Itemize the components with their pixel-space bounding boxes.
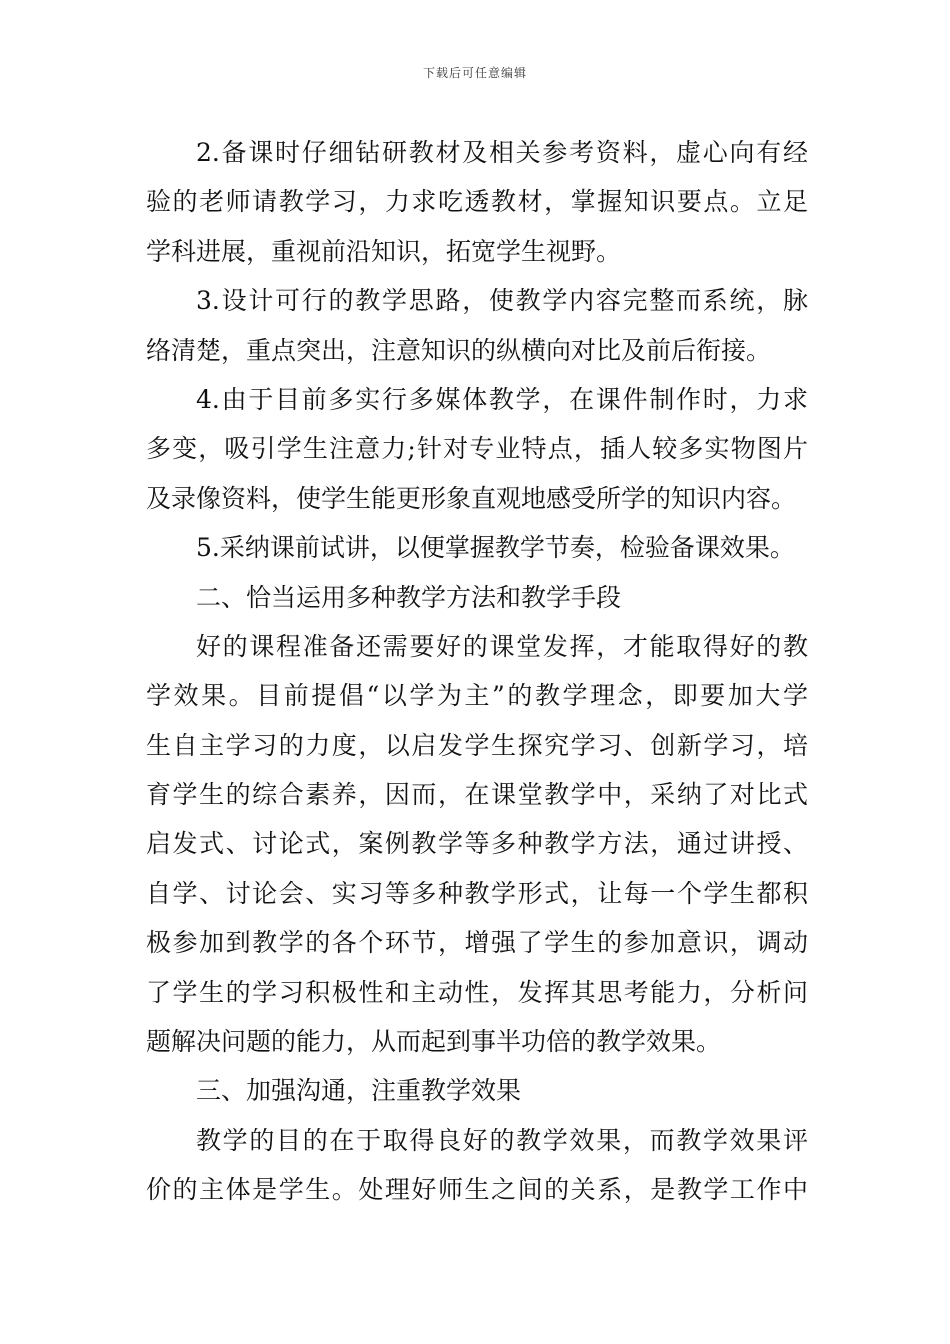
text-line: 络清楚，重点突出，注意知识的纵横向对比及前后衔接。 — [146, 335, 772, 365]
section-heading — [146, 573, 808, 622]
paragraph — [146, 523, 808, 572]
section-heading — [146, 1066, 808, 1115]
text-line: 学科进展，重视前沿知识，拓宽学生视野。 — [146, 236, 622, 266]
text-line: 验的老师请教学习，力求吃透教材，掌握知识要点。立足 — [146, 187, 808, 217]
text-line: 极参加到教学的各个环节，增强了学生的参加意识，调动 — [146, 928, 808, 958]
text-line: 自学、讨论会、实习等多种教学形式，让每一个学生都积 — [146, 878, 808, 908]
paragraph — [146, 1116, 808, 1215]
text-line: 价的主体是学生。处理好师生之间的关系，是教学工作中 — [146, 1175, 808, 1205]
paragraph — [146, 622, 808, 1067]
text-line: 多变，吸引学生注意力;针对专业特点，插人较多实物图片 — [146, 434, 808, 464]
text-line: 育学生的综合素养，因而，在课堂教学中，采纳了对比式 — [146, 780, 808, 810]
text-line: 生自主学习的力度，以启发学生探究学习、创新学习，培 — [146, 730, 808, 760]
paragraph — [146, 375, 808, 523]
document-body — [146, 128, 808, 1215]
text-line: 2.备课时仔细钻研教材及相关参考资料，虚心向有经 — [196, 138, 808, 167]
text-line: 了学生的学习积极性和主动性，发挥其思考能力，分析问 — [146, 977, 808, 1007]
text-line: 二、恰当运用多种教学方法和教学手段 — [196, 582, 622, 612]
page-header: 下载后可任意编辑 — [422, 66, 527, 80]
text-line: 启发式、讨论式，案例教学等多种教学方法，通过讲授、 — [146, 829, 808, 859]
text-line: 5.采纳课前试讲，以便掌握教学节奏，检验备课效果。 — [196, 533, 795, 563]
text-line: 学效果。目前提倡“以学为主”的教学理念，即要加大学 — [146, 681, 808, 711]
paragraph — [146, 128, 808, 276]
paragraph — [146, 276, 808, 375]
text-line: 教学的目的在于取得良好的教学效果，而教学效果评 — [196, 1125, 808, 1155]
text-line: 好的课程准备还需要好的课堂发挥，才能取得好的教 — [196, 631, 808, 661]
text-line: 题解决问题的能力，从而起到事半功倍的教学效果。 — [146, 1027, 722, 1057]
text-line: 3.设计可行的教学思路，使教学内容完整而系统，脉 — [196, 286, 808, 316]
text-line: 三、加强沟通，注重教学效果 — [196, 1076, 522, 1106]
text-line: 及录像资料，使学生能更形象直观地感受所学的知识内容。 — [146, 483, 797, 513]
text-line: 4.由于目前多实行多媒体教学，在课件制作时，力求 — [196, 384, 808, 414]
